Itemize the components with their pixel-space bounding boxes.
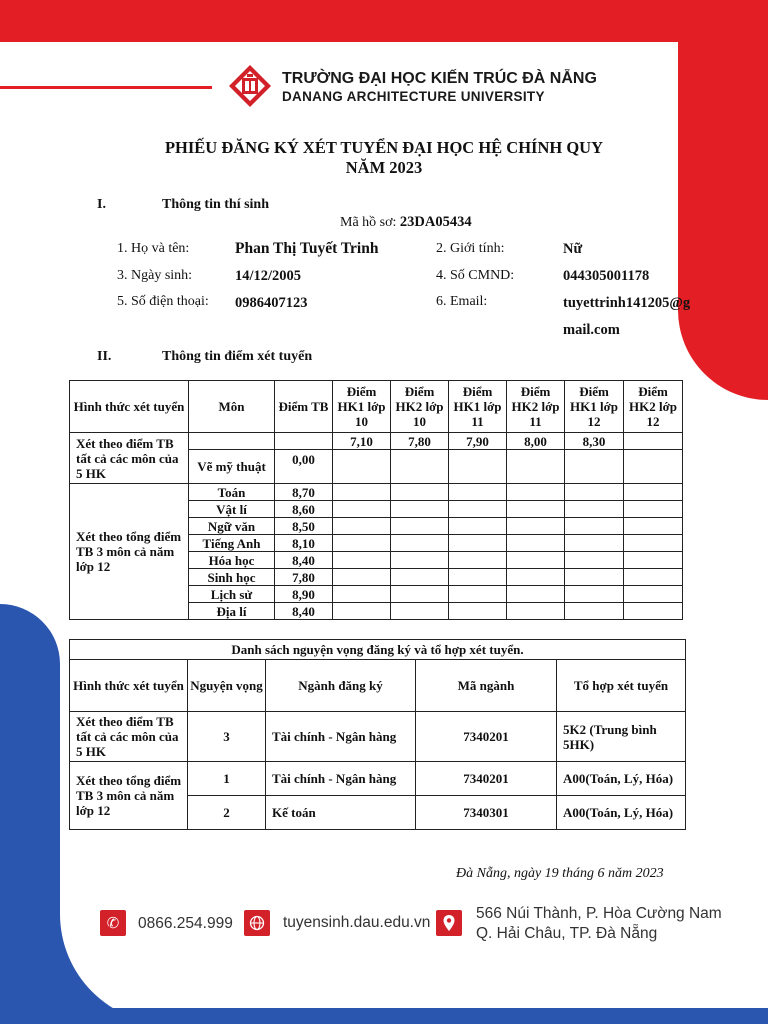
subject-name: Ngữ văn <box>189 518 275 535</box>
subject-score: 8,50 <box>275 518 333 535</box>
empty-cell <box>449 518 507 535</box>
empty-cell <box>624 552 683 569</box>
empty-cell <box>449 603 507 620</box>
email-label: 6. Email: <box>436 294 488 309</box>
empty-cell <box>391 586 449 603</box>
header-method: Hình thức xét tuyển <box>70 381 189 433</box>
score-hk1-10: 7,10 <box>333 433 391 450</box>
subject-name: Tiếng Anh <box>189 535 275 552</box>
empty-cell <box>391 484 449 501</box>
empty-cell <box>565 603 624 620</box>
wish-number: 3 <box>188 712 266 762</box>
footer-phone: 0866.254.999 <box>138 915 233 932</box>
wish-table <box>69 639 686 830</box>
footer-address-line1: 566 Núi Thành, P. Hòa Cường Nam <box>476 905 722 922</box>
empty-cell <box>624 586 683 603</box>
empty-cell <box>624 484 683 501</box>
empty-cell <box>565 552 624 569</box>
wish-major: Kế toán <box>266 796 416 830</box>
wish-header-wish: Nguyện vọng <box>188 660 266 712</box>
empty-cell <box>333 535 391 552</box>
score-hk1-11: 7,90 <box>449 433 507 450</box>
empty-cell <box>507 501 565 518</box>
footer-blue-strip <box>0 1008 768 1024</box>
wish-combo: A00(Toán, Lý, Hóa) <box>557 796 686 830</box>
empty-cell <box>565 450 624 484</box>
dob-label: 3. Ngày sinh: <box>117 268 193 283</box>
empty-cell <box>333 484 391 501</box>
phone-icon: ✆ <box>100 910 126 936</box>
footer-address-line2: Q. Hải Châu, TP. Đà Nẵng <box>476 925 658 942</box>
empty-cell <box>565 586 624 603</box>
wish-combo: A00(Toán, Lý, Hóa) <box>557 762 686 796</box>
form-title-line1: PHIẾU ĐĂNG KÝ XÉT TUYỂN ĐẠI HỌC HỆ CHÍNH QUY <box>164 138 604 157</box>
subject-score: 8,70 <box>275 484 333 501</box>
subject-name: Vật lí <box>189 501 275 518</box>
header-tb: Điểm TB <box>275 381 333 433</box>
empty-cell <box>333 552 391 569</box>
id-label: 4. Số CMND: <box>436 268 515 283</box>
section1-heading: Thông tin thí sinh <box>162 197 269 212</box>
form-title-line2: NĂM 2023 <box>345 158 423 177</box>
empty-cell <box>565 535 624 552</box>
signature-date: Đà Nẵng, ngày 19 tháng 6 năm 2023 <box>456 866 664 881</box>
subject-score: 7,80 <box>275 569 333 586</box>
header-red-line <box>0 86 212 89</box>
semester-score-row <box>70 433 683 450</box>
wish-group2-method: Xét theo tổng điểm TB 3 môn cả năm lớp 12 <box>70 762 188 830</box>
empty-cell <box>449 586 507 603</box>
empty-cell <box>507 586 565 603</box>
empty-cell <box>507 535 565 552</box>
section2-heading: Thông tin điểm xét tuyển <box>162 349 313 364</box>
wish-row <box>70 712 686 762</box>
empty-cell <box>507 552 565 569</box>
name-value: Phan Thị Tuyết Trinh <box>235 240 379 257</box>
method2-cell: Xét theo tổng điểm TB 3 môn cả năm lớp 12 <box>70 484 189 620</box>
empty-cell <box>624 535 683 552</box>
art-subject: Vẽ mỹ thuật <box>189 450 275 484</box>
empty-cell <box>624 569 683 586</box>
header-hk1-10: Điểm HK1 lớp 10 <box>333 381 391 433</box>
wish-code: 7340301 <box>416 796 557 830</box>
empty-cell <box>507 569 565 586</box>
gender-label: 2. Giới tính: <box>436 241 505 256</box>
art-score: 0,00 <box>275 450 333 484</box>
wish-number: 1 <box>188 762 266 796</box>
empty-cell <box>624 518 683 535</box>
empty-cell <box>565 501 624 518</box>
subject-score: 8,40 <box>275 552 333 569</box>
empty-cell <box>624 603 683 620</box>
empty-cell <box>391 569 449 586</box>
wish-header-row <box>70 660 686 712</box>
wish-header-combo: Tổ hợp xét tuyển <box>557 660 686 712</box>
globe-icon <box>244 910 270 936</box>
wish-group1-method: Xét theo điểm TB tất cả các môn của 5 HK <box>70 712 188 762</box>
university-name <box>282 70 597 105</box>
empty-cell <box>275 433 333 450</box>
subject-row <box>70 484 683 501</box>
empty-cell <box>507 484 565 501</box>
header-hk1-11: Điểm HK1 lớp 11 <box>449 381 507 433</box>
empty-cell <box>565 518 624 535</box>
empty-cell <box>507 450 565 484</box>
footer-address <box>476 904 722 944</box>
wish-row <box>70 762 686 796</box>
email-value-line1: tuyettrinh141205@g <box>563 295 691 311</box>
score-table <box>69 380 683 620</box>
wish-major: Tài chính - Ngân hàng <box>266 762 416 796</box>
wish-table-caption: Danh sách nguyện vọng đăng ký và tổ hợp xét tuyển. <box>70 640 686 660</box>
wish-code: 7340201 <box>416 712 557 762</box>
subject-score: 8,90 <box>275 586 333 603</box>
score-hk1-12: 8,30 <box>565 433 624 450</box>
empty-cell <box>624 450 683 484</box>
file-code-label: Mã hồ sơ: <box>340 215 397 230</box>
subject-name: Địa lí <box>189 603 275 620</box>
empty-cell <box>391 552 449 569</box>
empty-cell <box>391 535 449 552</box>
empty-cell <box>449 484 507 501</box>
section1-number: I. <box>97 197 106 212</box>
dob-value: 14/12/2005 <box>235 268 302 284</box>
empty-cell <box>333 603 391 620</box>
empty-cell <box>449 501 507 518</box>
empty-cell <box>391 501 449 518</box>
empty-cell <box>333 569 391 586</box>
empty-cell <box>333 450 391 484</box>
subject-score: 8,60 <box>275 501 333 518</box>
empty-cell <box>449 450 507 484</box>
wish-combo: 5K2 (Trung bình 5HK) <box>557 712 686 762</box>
file-code <box>340 214 472 231</box>
score-hk2-11: 8,00 <box>507 433 565 450</box>
header-hk2-10: Điểm HK2 lớp 10 <box>391 381 449 433</box>
phone-value: 0986407123 <box>235 295 308 311</box>
empty-cell <box>391 518 449 535</box>
empty-cell <box>565 569 624 586</box>
header-subject: Môn <box>189 381 275 433</box>
empty-cell <box>624 501 683 518</box>
email-value-line2: mail.com <box>563 322 620 338</box>
empty-cell <box>507 518 565 535</box>
subject-name: Lịch sử <box>189 586 275 603</box>
empty-cell <box>565 484 624 501</box>
subject-name: Toán <box>189 484 275 501</box>
header-red-band <box>0 0 768 42</box>
footer-website[interactable]: tuyensinh.dau.edu.vn <box>283 914 431 931</box>
header-hk1-12: Điểm HK1 lớp 12 <box>565 381 624 433</box>
subject-score: 8,40 <box>275 603 333 620</box>
header-hk2-11: Điểm HK2 lớp 11 <box>507 381 565 433</box>
subject-score: 8,10 <box>275 535 333 552</box>
wish-code: 7340201 <box>416 762 557 796</box>
id-value: 044305001178 <box>563 268 650 284</box>
wish-caption-row <box>70 640 686 660</box>
empty-cell <box>333 501 391 518</box>
right-red-decoration <box>678 0 768 400</box>
section2-number: II. <box>97 349 112 364</box>
wish-header-method: Hình thức xét tuyển <box>70 660 188 712</box>
empty-cell <box>449 535 507 552</box>
university-name-en: DANANG ARCHITECTURE UNIVERSITY <box>282 89 545 104</box>
wish-header-code: Mã ngành <box>416 660 557 712</box>
form-title <box>0 138 768 178</box>
empty-cell <box>449 552 507 569</box>
university-name-vi: TRƯỜNG ĐẠI HỌC KIẾN TRÚC ĐÀ NẴNG <box>282 70 597 87</box>
university-logo <box>228 64 272 108</box>
empty-cell <box>507 603 565 620</box>
empty-cell <box>333 518 391 535</box>
wish-header-major: Ngành đăng ký <box>266 660 416 712</box>
name-label: 1. Họ và tên: <box>117 241 190 256</box>
header-hk2-12: Điểm HK2 lớp 12 <box>624 381 683 433</box>
score-hk2-10: 7,80 <box>391 433 449 450</box>
empty-cell <box>449 569 507 586</box>
score-header-row <box>70 381 683 433</box>
empty-cell <box>624 433 683 450</box>
empty-cell <box>391 603 449 620</box>
phone-label: 5. Số điện thoại: <box>117 294 209 309</box>
subject-name: Hóa học <box>189 552 275 569</box>
subject-name: Sinh học <box>189 569 275 586</box>
wish-number: 2 <box>188 796 266 830</box>
wish-major: Tài chính - Ngân hàng <box>266 712 416 762</box>
empty-cell <box>333 586 391 603</box>
empty-cell <box>391 450 449 484</box>
empty-cell <box>189 433 275 450</box>
gender-value: Nữ <box>563 241 583 257</box>
map-pin-icon <box>436 910 462 936</box>
method1-cell: Xét theo điểm TB tất cả các môn của 5 HK <box>70 433 189 484</box>
file-code-value: 23DA05434 <box>399 214 472 230</box>
